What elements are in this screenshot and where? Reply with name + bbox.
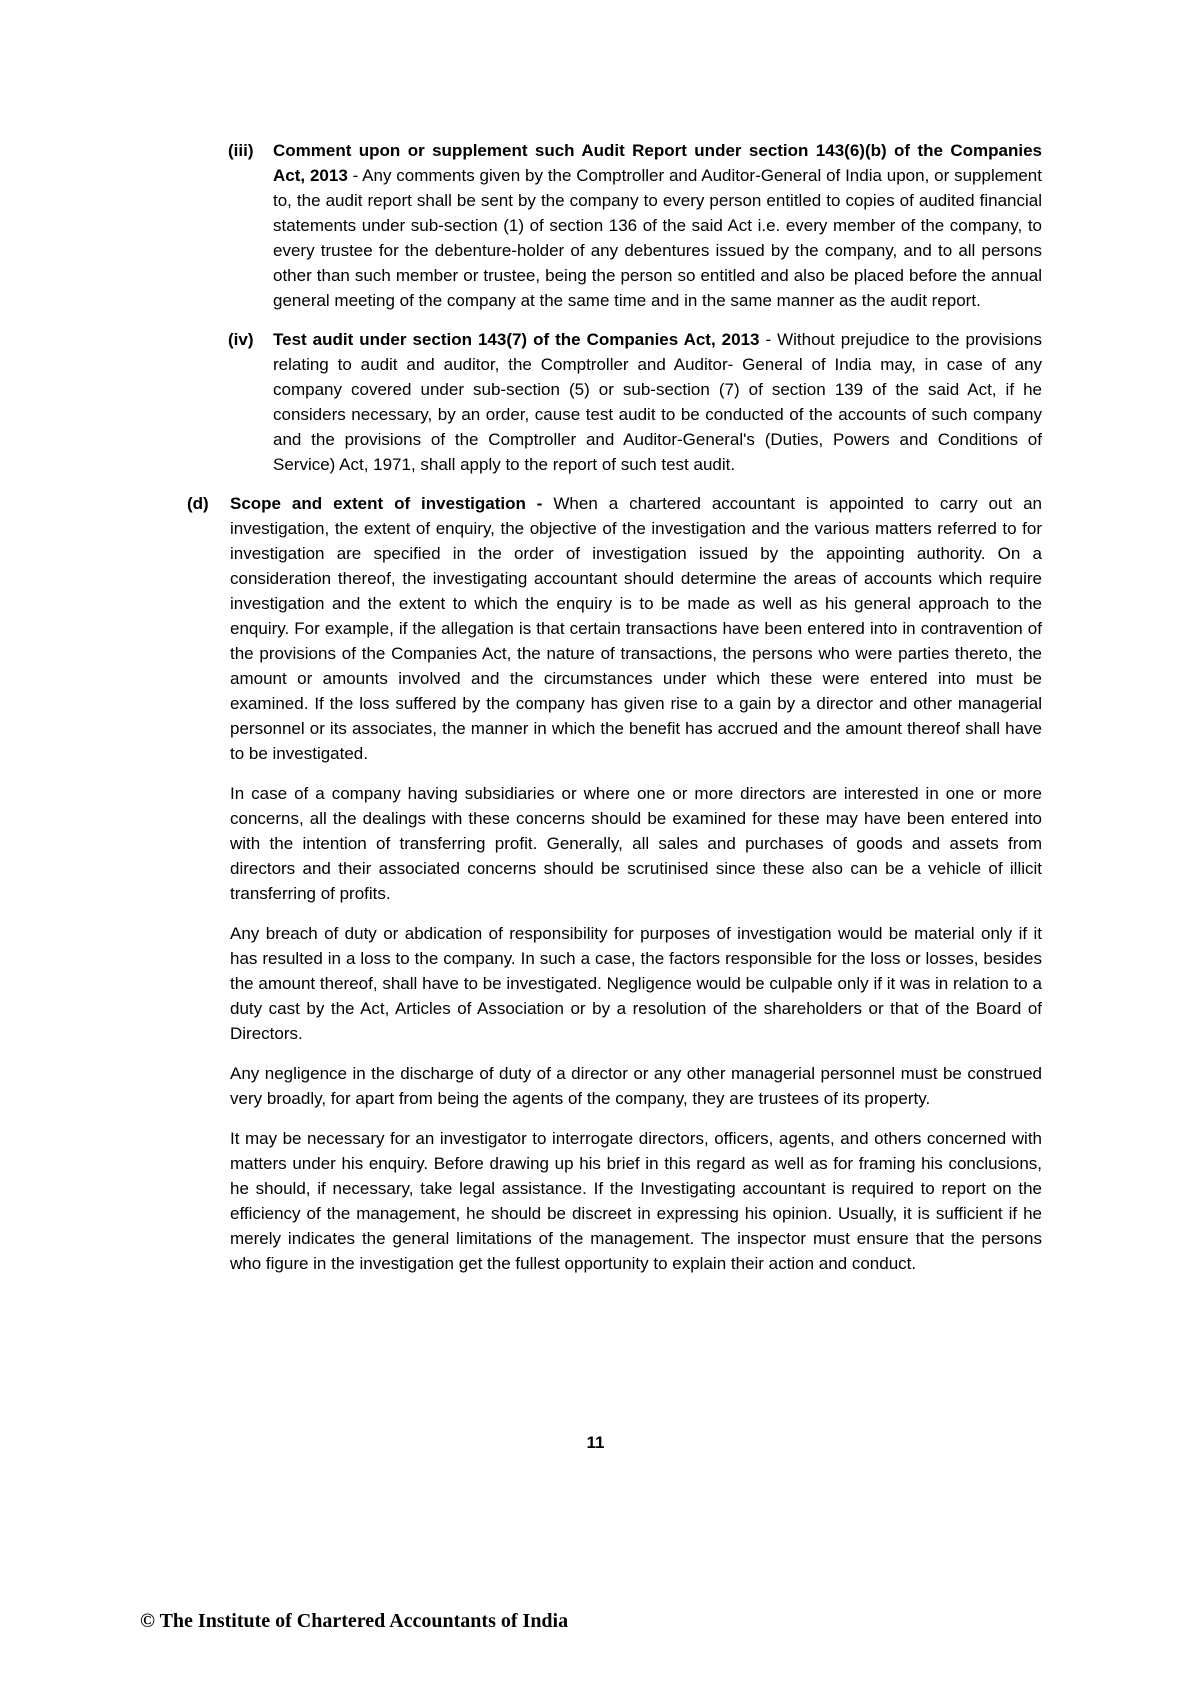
list-item-d-body	[230, 491, 1042, 1276]
page-number: 11	[586, 1433, 605, 1452]
list-item-iv-body	[273, 327, 1042, 477]
item-d-paragraph-4: Any negligence in the discharge of duty of a director or any other managerial personnel must be construed very broadly, for apart from being the agents of the company, they are trustees of its property.	[230, 1064, 1042, 1108]
list-item-iii-body	[273, 138, 1042, 313]
item-iii-heading: Comment upon or supplement such Audit Report under section 143(6)(b) of the Companies Act, 2013	[273, 141, 1042, 185]
list-marker-iv: (iv)	[228, 330, 254, 349]
page-content	[187, 138, 1042, 1290]
list-marker-iii: (iii)	[228, 141, 254, 160]
item-d-heading: Scope and extent of investigation -	[230, 494, 543, 513]
list-item-iv	[228, 327, 1042, 477]
item-d-paragraph-1: When a chartered accountant is appointed to carry out an investigation, the extent of enquiry, the objective of the investigation and the various matters referred to for investigation are specified in the order of investigation issued by the appointing authority. On a consideration thereof, the investigating accountant should determine the areas of accounts which require investigation and the extent to which the enquiry is to be made as well as his general approach to the enquiry. For example, if the allegation is that certain transactions have been entered into in contravention of the provisions of the Companies Act, the nature of transactions, the persons who were parties thereto, the amount or amounts involved and the circumstances under which these were entered into must be examined. If the loss suffered by the company has given rise to a gain by a director and other managerial personnel or its associates, the manner in which the benefit has accrued and the amount thereof shall have to be investigated.	[230, 494, 1042, 763]
item-d-paragraph-2: In case of a company having subsidiaries or where one or more directors are interested in one or more concerns, all the dealings with these concerns should be examined for these may have been entered into with the intention of transferring profit. Generally, all sales and purchases of goods and assets from directors and their associated concerns should be scrutinised since these also can be a vehicle of illicit transferring of profits.	[230, 784, 1042, 903]
list-marker-d: (d)	[187, 494, 209, 513]
item-iv-text: - Without prejudice to the provisions relating to audit and auditor, the Comptroller and Auditor- General of India may, in case of any company covered under sub-section (5) or sub-section (7) of section 139 of the said Act, if he considers necessary, by an order, cause test audit to be conducted of the accounts of such company and the provisions of the Comptroller and Auditor-General's (Duties, Powers and Conditions of Service) Act, 1971, shall apply to the report of such test audit.	[273, 330, 1042, 474]
list-item-iii	[228, 138, 1042, 313]
paragraph	[273, 138, 1042, 313]
list-item-d	[187, 491, 1042, 1276]
paragraph	[230, 491, 1042, 766]
item-iii-text: - Any comments given by the Comptroller and Auditor-General of India upon, or supplement to, the audit report shall be sent by the company to every person entitled to copies of audited financial statements under sub-section (1) of section 136 of the said Act i.e. every member of the company, to every trustee for the debenture-holder of any debentures issued by the company, and to all persons other than such member or trustee, being the person so entitled and also be placed before the annual general meeting of the company at the same time and in the same manner as the audit report.	[273, 166, 1042, 310]
copyright-footer: © The Institute of Chartered Accountants of India	[140, 1610, 569, 1632]
paragraph	[273, 327, 1042, 477]
item-d-paragraph-5: It may be necessary for an investigator to interrogate directors, officers, agents, and others concerned with matters under his enquiry. Before drawing up his brief in this regard as well as for framing his conclusions, he should, if necessary, take legal assistance. If the Investigating accountant is required to report on the efficiency of the management, he should be discreet in expressing his opinion. Usually, it is sufficient if he merely indicates the general limitations of the management. The inspector must ensure that the persons who figure in the investigation get the fullest opportunity to explain their action and conduct.	[230, 1129, 1042, 1273]
item-d-paragraph-3: Any breach of duty or abdication of responsibility for purposes of investigation would be material only if it has resulted in a loss to the company. In such a case, the factors responsible for the loss or losses, besides the amount thereof, shall have to be investigated. Negligence would be culpable only if it was in relation to a duty cast by the Act, Articles of Association or by a resolution of the shareholders or that of the Board of Directors.	[230, 924, 1042, 1043]
item-iv-heading: Test audit under section 143(7) of the Companies Act, 2013	[273, 330, 760, 349]
